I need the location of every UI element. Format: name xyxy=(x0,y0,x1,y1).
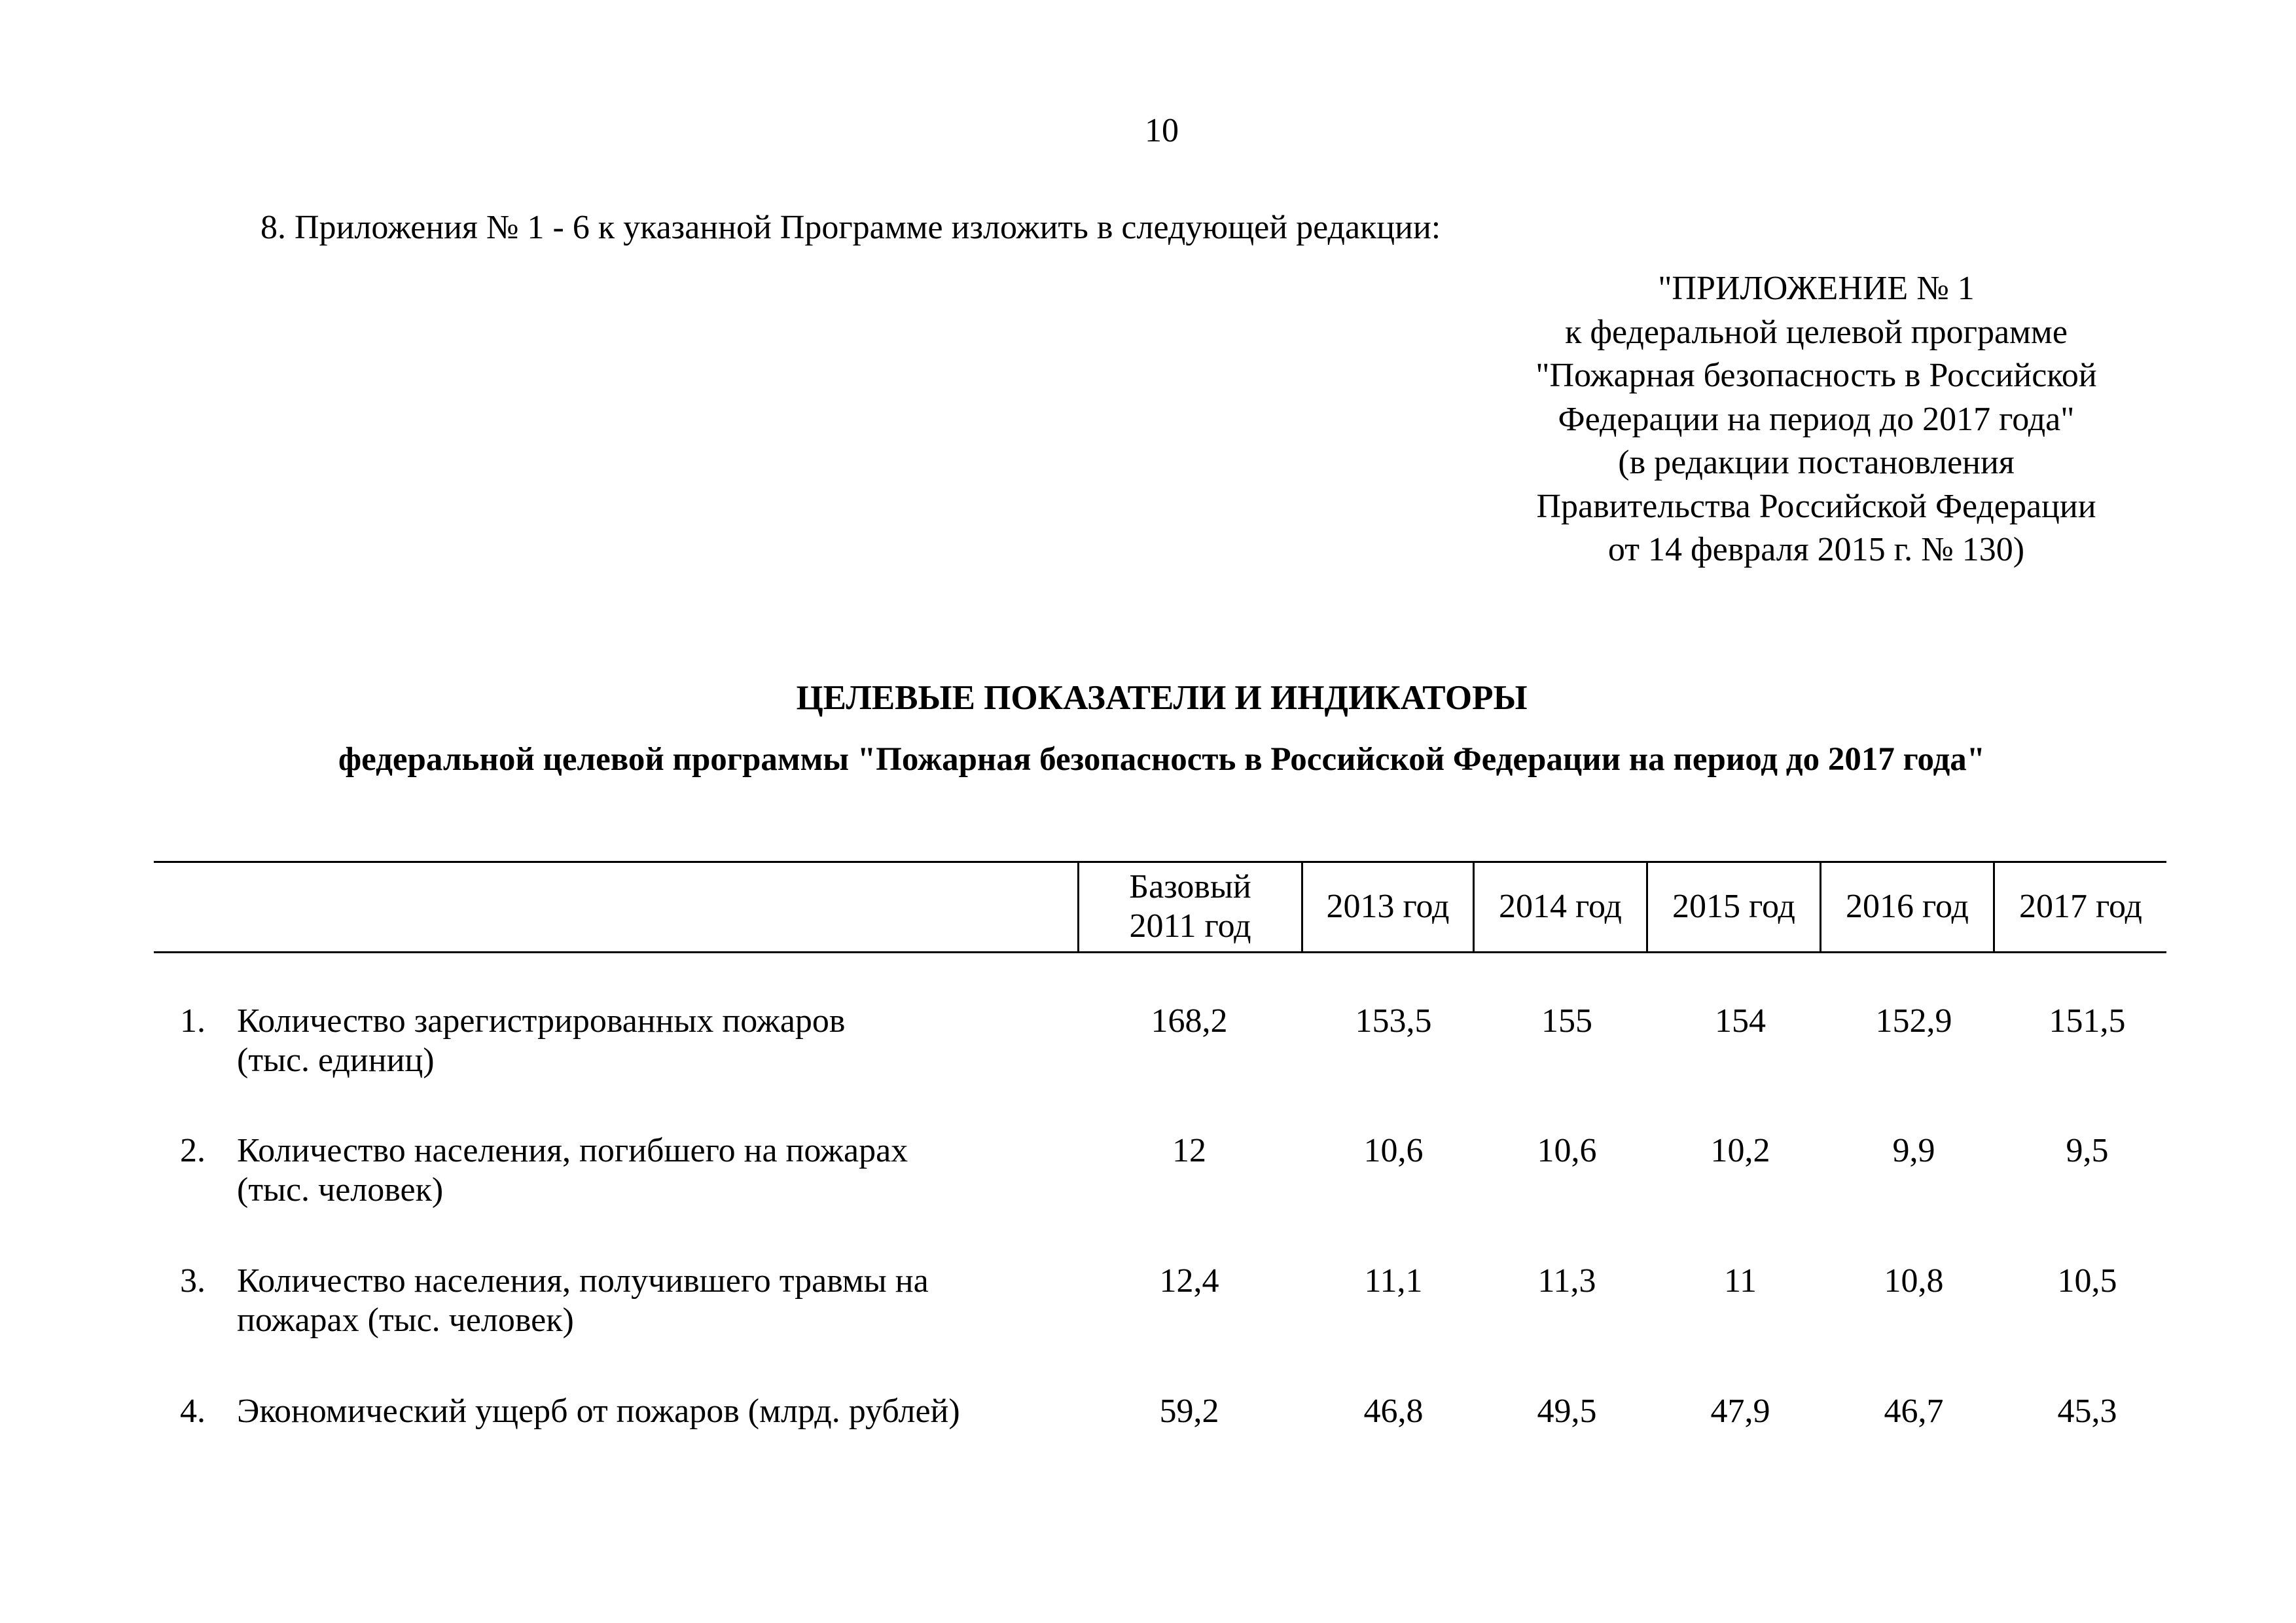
table-cell: 10,8 xyxy=(1884,1262,1944,1300)
column-header-2016 xyxy=(1821,864,1993,949)
header-line: 2015 год xyxy=(1672,888,1795,925)
row-number: 1. xyxy=(180,1002,206,1040)
table-cell: 10,6 xyxy=(1537,1132,1597,1169)
row-label xyxy=(237,1002,1075,1080)
column-header-2015 xyxy=(1648,864,1820,949)
appendix-block xyxy=(1440,267,2193,572)
row-label-line: пожарах (тыс. человек) xyxy=(237,1302,574,1339)
header-line: 2011 год xyxy=(1129,907,1251,945)
table-cell: 151,5 xyxy=(2049,1002,2126,1040)
row-label-line: Количество населения, погибшего на пожарах xyxy=(237,1132,908,1169)
header-line: 2013 год xyxy=(1326,888,1450,925)
table-cell: 11,1 xyxy=(1364,1262,1423,1300)
table-cell: 152,9 xyxy=(1875,1002,1952,1040)
column-header-2013 xyxy=(1303,864,1473,949)
column-header-base-2011 xyxy=(1079,864,1301,949)
header-line: 2014 год xyxy=(1499,888,1622,925)
row-number: 4. xyxy=(180,1393,206,1430)
column-header-2017 xyxy=(1995,864,2166,949)
table-cell: 45,3 xyxy=(2057,1393,2117,1430)
table-cell: 59,2 xyxy=(1159,1393,1219,1430)
row-label xyxy=(237,1262,1075,1340)
table-cell: 154 xyxy=(1715,1002,1766,1040)
appendix-line: "Пожарная безопасность в Российской xyxy=(1535,357,2097,394)
table-cell: 46,7 xyxy=(1884,1393,1944,1430)
row-number: 2. xyxy=(180,1132,206,1169)
row-label xyxy=(237,1392,1075,1431)
table-cell: 9,9 xyxy=(1892,1132,1935,1169)
table-cell: 168,2 xyxy=(1151,1002,1228,1040)
appendix-line: Федерации на период до 2017 года" xyxy=(1558,400,2075,438)
table-cell: 10,5 xyxy=(2057,1262,2117,1300)
header-line: 2016 год xyxy=(1846,888,1969,925)
header-line: Базовый xyxy=(1129,868,1251,905)
table-top-rule xyxy=(154,861,2166,863)
row-label-line: (тыс. единиц) xyxy=(237,1042,435,1079)
table-cell: 11 xyxy=(1723,1262,1757,1300)
appendix-line: от 14 февраля 2015 г. № 130) xyxy=(1607,531,2025,568)
row-label-line: Количество населения, получившего травмы на xyxy=(237,1262,929,1300)
row-number: 3. xyxy=(180,1262,206,1300)
table-cell: 10,2 xyxy=(1710,1132,1770,1169)
appendix-line: Правительства Российской Федерации xyxy=(1536,487,2096,525)
table-header-rule xyxy=(154,951,2166,953)
table-cell: 47,9 xyxy=(1710,1393,1770,1430)
table-cell: 11,3 xyxy=(1537,1262,1596,1300)
table-cell: 10,6 xyxy=(1363,1132,1424,1169)
page-number: 10 xyxy=(1145,112,1179,149)
appendix-line: к федеральной целевой программе xyxy=(1565,313,2068,351)
table-cell: 9,5 xyxy=(2066,1132,2109,1169)
appendix-line: "ПРИЛОЖЕНИЕ № 1 xyxy=(1658,270,1975,307)
document-title: ЦЕЛЕВЫЕ ПОКАЗАТЕЛИ И ИНДИКАТОРЫ xyxy=(796,679,1528,717)
document-subtitle: федеральной целевой программы "Пожарная безопасность в Российской Федерации на период до 2017 года" xyxy=(338,741,1986,778)
table-cell: 46,8 xyxy=(1363,1393,1424,1430)
appendix-line: (в редакции постановления xyxy=(1618,444,2015,481)
header-line: 2017 год xyxy=(2019,888,2142,925)
intro-paragraph: 8. Приложения № 1 - 6 к указанной Программе изложить в следующей редакции: xyxy=(260,209,1441,246)
table-cell: 155 xyxy=(1541,1002,1592,1040)
table-cell: 12,4 xyxy=(1159,1262,1219,1300)
table-cell: 12 xyxy=(1172,1132,1206,1169)
column-header-2014 xyxy=(1475,864,1646,949)
row-label xyxy=(237,1131,1075,1210)
row-label-line: Количество зарегистрированных пожаров xyxy=(237,1002,846,1040)
table-cell: 153,5 xyxy=(1355,1002,1432,1040)
row-label-line: (тыс. человек) xyxy=(237,1171,444,1209)
table-cell: 49,5 xyxy=(1537,1393,1597,1430)
row-label-line: Экономический ущерб от пожаров (млрд. рублей) xyxy=(237,1393,960,1430)
